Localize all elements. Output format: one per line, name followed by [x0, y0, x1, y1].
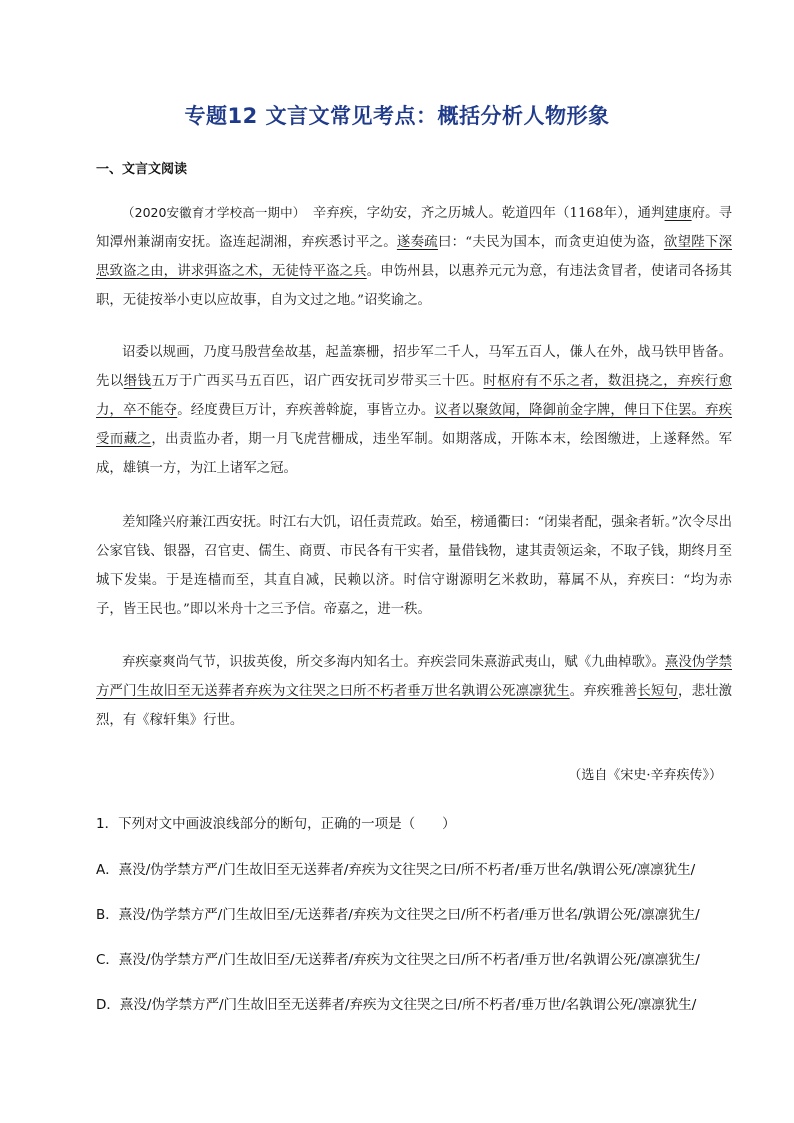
p2-text-a: 诏委以规画，乃度马殷营垒故基，起盖寨栅，招步军二千人，马军五百人，傔人在外，战马铁甲皆备。先以 — [96, 345, 732, 389]
p1-text-e: 曰：“夫民为国本，而贪吏迫使为盗， — [437, 235, 664, 250]
option-b: B．熹没/伪学禁方严/门生故旧至/无送葬者/弃疾为文往哭之曰/所不朽者/垂万世名/孰谓公死/凛凛犹生/ — [96, 907, 700, 923]
passage-paragraph-4 — [96, 648, 732, 735]
passage-source: （选自《宋史·辛弃疾传》） — [568, 768, 722, 783]
p3-text-a: 差知隆兴府兼江西安抚。时江右大饥，诏任责荒政。始至，榜通衢曰：“闭粜者配，强籴者斩。”次令尽出公家官钱、银器，召官吏、儒生、商贾、市民各有干实者，量借钱物，逮其责领运籴，不取子钱，期终月至城下发粜。于是连樯而至，其直自减，民赖以济。时信守谢源明乞米救助，幕属不从，弃疾曰：“均为赤子，皆王民也。”即以米舟十之三予信。帝嘉之，进一秩。 — [96, 515, 732, 617]
passage-paragraph-2 — [96, 338, 732, 483]
option-c: C．熹没/伪学禁方严/门生故旧至/无送葬者/弃疾为文往哭之曰/所不朽者/垂万世/名孰谓公死/凛凛犹生/ — [96, 952, 700, 968]
p4-text-a: 弃疾豪爽尚气节，识拔英俊，所交多海内知名士。弃疾尝同朱熹游武夷山，赋《九曲棹歌》。 — [122, 655, 665, 670]
p2-underline-f: 议者以聚敛闻，降御前金字牌，俾日下住罢。弃疾受而藏之 — [96, 403, 733, 447]
passage-source-prefix: （2020安徽育才学校高一期中） — [122, 205, 300, 220]
question-stem: 1．下列对文中画波浪线部分的断句，正确的一项是（ ） — [96, 816, 456, 832]
p4-text-e: ，悲壮激烈，有《稼轩集》行世。 — [96, 684, 733, 728]
passage-paragraph-3 — [96, 508, 732, 624]
p1-underline-d: 遂奏疏 — [396, 235, 438, 250]
p1-underline-b: 建康 — [664, 206, 692, 221]
p4-wavy-underline-b: 熹没伪学禁方严门生故旧至无送葬者弃疾为文往哭之曰所不朽者垂万世名孰谓公死凛凛犹生 — [96, 655, 733, 699]
p2-text-g: ，出责监办者，期一月飞虎营栅成，违坐军制。如期落成，开陈本末，绘图缴进，上遂释然。军成，雄镇一方，为江上诸军之冠。 — [96, 432, 732, 476]
p2-text-c: 五万于广西买马五百匹，诏广西安抚司岁带买三十匹。 — [151, 374, 484, 389]
p2-underline-b: 缗钱 — [123, 374, 152, 389]
p2-text-e: 。经度费巨万计，弃疾善斡旋，事皆立办。 — [177, 403, 435, 418]
p1-text-g: 。申饬州县，以惠养元元为意，有违法贪冒者，使诸司各扬其职，无徒按举小吏以应故事，自为文过之地。”诏奖谕之。 — [96, 264, 733, 308]
p4-underline-d: 长短句 — [637, 684, 679, 699]
page-title: 专题12 文言文常见考点：概括分析人物形象 — [184, 104, 610, 128]
p1-text-c: 府。寻知潭州兼湖南安抚。盗连起湖湘，弃疾悉讨平之。 — [96, 206, 733, 250]
p1-text-a: 辛弃疾，字幼安，齐之历城人。乾道四年（1168年），通判 — [299, 206, 665, 221]
p2-underline-d: 时枢府有不乐之者，数沮挠之，弃疾行愈力，卒不能夺 — [96, 374, 733, 418]
p1-underline-f: 欲望陛下深思致盗之由，讲求弭盗之术，无徒恃平盗之兵 — [96, 235, 733, 279]
passage-paragraph-1 — [96, 198, 732, 315]
option-d: D．熹没/伪学禁方严/门生故旧至无送葬者/弃疾为文往哭之曰/所不朽者/垂万世/名孰谓公死/凛凛犹生/ — [96, 997, 697, 1013]
p4-text-c: 。弃疾雅善 — [569, 684, 638, 699]
section-heading: 一、文言文阅读 — [96, 162, 188, 177]
option-a: A．熹没/伪学禁方严/门生故旧至无送葬者/弃疾为文往哭之曰/所不朽者/垂万世名/孰谓公死/凛凛犹生/ — [96, 862, 696, 878]
